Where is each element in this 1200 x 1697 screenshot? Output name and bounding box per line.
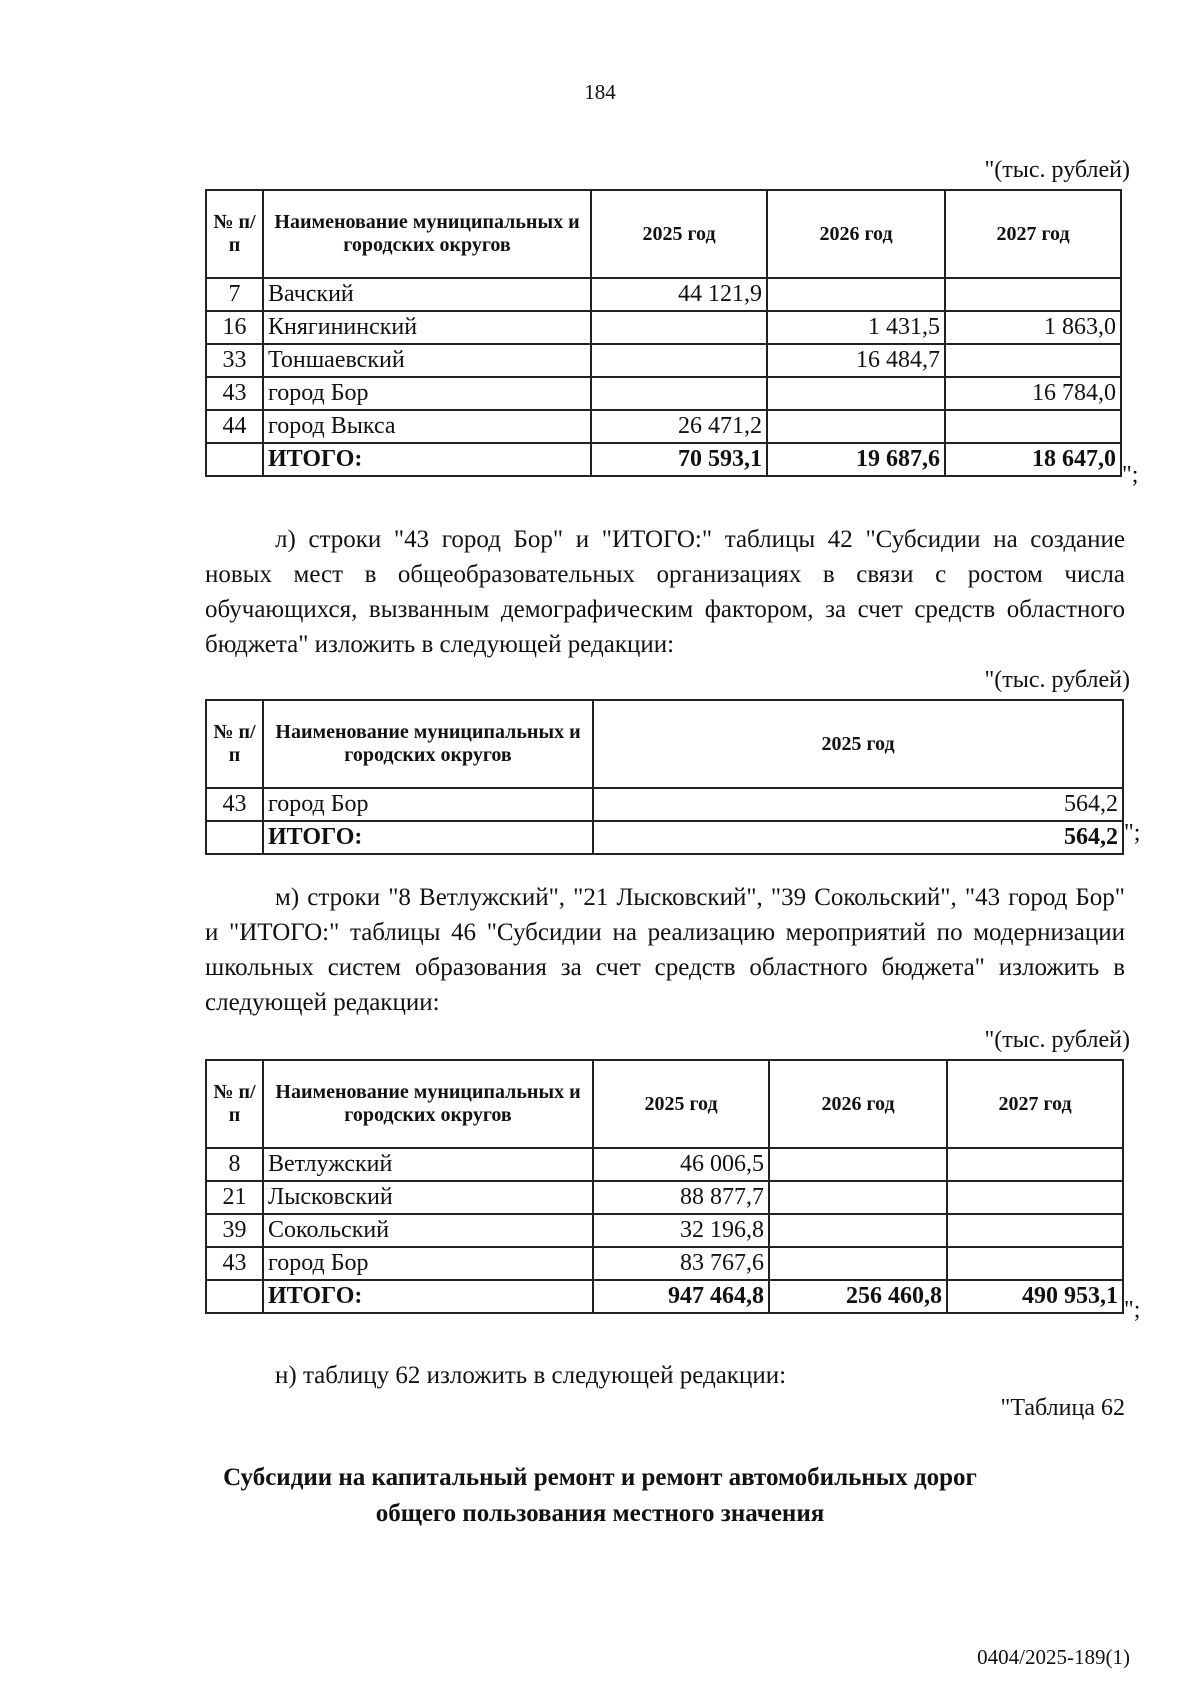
table-2 xyxy=(205,699,1124,855)
row-2027: 1 863,0 xyxy=(945,311,1121,344)
closing-mark-1: "; xyxy=(1122,462,1139,488)
row-no: 8 xyxy=(206,1148,263,1181)
header-name: Наименование муниципальных и городских округов xyxy=(263,190,591,278)
row-no: 39 xyxy=(206,1214,263,1247)
row-name: Тоншаевский xyxy=(263,344,591,377)
row-name: город Бор xyxy=(263,1247,593,1280)
row-2025: 83 767,6 xyxy=(593,1247,769,1280)
closing-mark-3: "; xyxy=(1124,1297,1141,1323)
title-line-2: общего пользования местного значения xyxy=(375,1500,825,1527)
row-2026 xyxy=(767,278,945,311)
table-row xyxy=(206,1214,1123,1247)
table-62-label: "Таблица 62 xyxy=(1000,1395,1125,1421)
header-2026: 2026 год xyxy=(769,1060,947,1148)
table-3 xyxy=(205,1059,1124,1314)
header-2027: 2027 год xyxy=(947,1060,1123,1148)
total-2027: 18 647,0 xyxy=(945,443,1121,476)
header-no: № п/п xyxy=(206,1060,263,1148)
table-1 xyxy=(205,189,1122,477)
row-2026 xyxy=(769,1148,947,1181)
row-name: город Бор xyxy=(263,377,591,410)
row-2025: 564,2 xyxy=(593,788,1123,821)
total-2026: 19 687,6 xyxy=(767,443,945,476)
total-row xyxy=(206,821,1123,854)
table-1-block xyxy=(205,189,1122,477)
unit-label-2: "(тыс. рублей) xyxy=(984,667,1130,693)
row-2027 xyxy=(947,1214,1123,1247)
header-name: Наименование муниципальных и городских округов xyxy=(263,700,593,788)
total-label: ИТОГО: xyxy=(263,1280,593,1313)
row-2025 xyxy=(591,311,767,344)
unit-label-3: "(тыс. рублей) xyxy=(984,1027,1130,1053)
total-2027: 490 953,1 xyxy=(947,1280,1123,1313)
row-no: 16 xyxy=(206,311,263,344)
table-row xyxy=(206,1247,1123,1280)
header-2026: 2026 год xyxy=(767,190,945,278)
header-name: Наименование муниципальных и городских округов xyxy=(263,1060,593,1148)
document-number: 0404/2025-189(1) xyxy=(977,1645,1130,1669)
unit-label-1: "(тыс. рублей) xyxy=(984,157,1130,183)
row-2026 xyxy=(769,1214,947,1247)
row-name: город Выкса xyxy=(263,410,591,443)
table-row xyxy=(206,344,1121,377)
total-no xyxy=(206,821,263,854)
closing-mark-2: "; xyxy=(1124,820,1141,846)
row-2027 xyxy=(945,344,1121,377)
table-row xyxy=(206,377,1121,410)
row-2027 xyxy=(947,1181,1123,1214)
row-2025: 88 877,7 xyxy=(593,1181,769,1214)
row-2025 xyxy=(591,377,767,410)
row-no: 43 xyxy=(206,377,263,410)
row-2027 xyxy=(945,410,1121,443)
table-row xyxy=(206,410,1121,443)
row-2027 xyxy=(947,1247,1123,1280)
total-2026: 256 460,8 xyxy=(769,1280,947,1313)
total-row xyxy=(206,443,1121,476)
header-no: № п/п xyxy=(206,700,263,788)
paragraph-l: л) строки "43 город Бор" и "ИТОГО:" таблицы 42 "Субсидии на создание новых мест в общеобразовательных организациях в связи с ростом числа обучающихся, вызванным демографическим фактором, за счет средств областного бюджета" изложить в следующей редакции: xyxy=(205,526,1125,658)
row-2026: 1 431,5 xyxy=(767,311,945,344)
header-2027: 2027 год xyxy=(945,190,1121,278)
total-label: ИТОГО: xyxy=(263,821,593,854)
total-no xyxy=(206,1280,263,1313)
total-2025: 70 593,1 xyxy=(591,443,767,476)
row-2025 xyxy=(591,344,767,377)
total-no xyxy=(206,443,263,476)
title-line-1: Субсидии на капитальный ремонт и ремонт автомобильных дорог xyxy=(223,1464,977,1491)
row-name: Ветлужский xyxy=(263,1148,593,1181)
table-row xyxy=(206,788,1123,821)
row-2026 xyxy=(767,377,945,410)
total-row xyxy=(206,1280,1123,1313)
row-no: 21 xyxy=(206,1181,263,1214)
row-no: 43 xyxy=(206,788,263,821)
total-2025: 564,2 xyxy=(593,821,1123,854)
row-2026 xyxy=(769,1247,947,1280)
table-3-block xyxy=(205,1059,1124,1314)
total-label: ИТОГО: xyxy=(263,443,591,476)
row-name: Лысковский xyxy=(263,1181,593,1214)
paragraph-n: н) таблицу 62 изложить в следующей редакции: xyxy=(275,1362,787,1389)
row-2026 xyxy=(767,410,945,443)
page-number: 184 xyxy=(584,80,616,104)
table-2-block xyxy=(205,699,1124,855)
row-name: Княгининский xyxy=(263,311,591,344)
row-2025: 44 121,9 xyxy=(591,278,767,311)
row-2025: 46 006,5 xyxy=(593,1148,769,1181)
row-no: 44 xyxy=(206,410,263,443)
row-name: Сокольский xyxy=(263,1214,593,1247)
row-2025: 32 196,8 xyxy=(593,1214,769,1247)
row-2025: 26 471,2 xyxy=(591,410,767,443)
header-2025: 2025 год xyxy=(593,1060,769,1148)
header-2025: 2025 год xyxy=(593,700,1123,788)
total-2025: 947 464,8 xyxy=(593,1280,769,1313)
table-row xyxy=(206,278,1121,311)
paragraph-m: м) строки "8 Ветлужский", "21 Лысковский", "39 Сокольский", "43 город Бор" и "ИТОГО:" таблицы 46 "Субсидии на реализацию мероприятий по модернизации школьных систем образования за счет средств областного бюджета" изложить в следующей редакции: xyxy=(205,884,1125,1016)
table-row xyxy=(206,1181,1123,1214)
row-name: Вачский xyxy=(263,278,591,311)
row-2026: 16 484,7 xyxy=(767,344,945,377)
header-2025: 2025 год xyxy=(591,190,767,278)
header-no: № п/п xyxy=(206,190,263,278)
table-row xyxy=(206,311,1121,344)
row-no: 43 xyxy=(206,1247,263,1280)
row-2027 xyxy=(945,278,1121,311)
row-2027 xyxy=(947,1148,1123,1181)
row-name: город Бор xyxy=(263,788,593,821)
row-2027: 16 784,0 xyxy=(945,377,1121,410)
row-2026 xyxy=(769,1181,947,1214)
row-no: 33 xyxy=(206,344,263,377)
table-row xyxy=(206,1148,1123,1181)
row-no: 7 xyxy=(206,278,263,311)
